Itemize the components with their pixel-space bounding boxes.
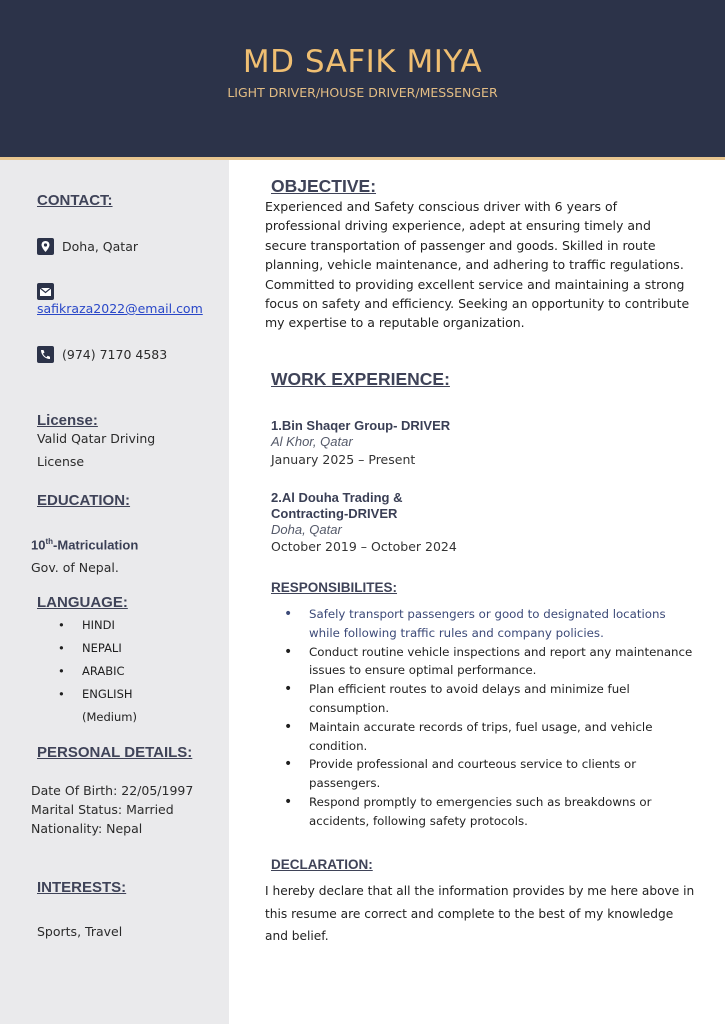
- responsibilities-list: [284, 605, 699, 831]
- contact-email-link[interactable]: safikraza2022@email.com: [37, 301, 203, 316]
- language-item: • ARABIC: [60, 664, 125, 678]
- education-heading: EDUCATION:: [37, 492, 131, 509]
- interests-heading: INTERESTS:: [37, 879, 127, 896]
- job-dates: January 2025 – Present: [271, 452, 416, 467]
- license-line-1: Valid Qatar Driving: [37, 431, 156, 446]
- interests-value: Sports, Travel: [37, 924, 123, 939]
- license-heading: License:: [37, 412, 98, 429]
- envelope-icon: [37, 283, 54, 300]
- declaration-heading: DECLARATION:: [271, 857, 373, 872]
- map-pin-icon: [37, 238, 54, 255]
- job-title: 1.Bin Shaqer Group- DRIVER: [271, 418, 451, 433]
- language-item: • ENGLISH: [60, 687, 133, 701]
- language-level: (Medium): [82, 710, 137, 724]
- job-title-continued: Contracting-DRIVER: [271, 506, 398, 521]
- job-title: 2.Al Douha Trading &: [271, 490, 403, 505]
- list-item: • Plan efficient routes to avoid delays and minimize fuel consumption.: [284, 680, 699, 718]
- list-item: • Maintain accurate records of trips, fuel usage, and vehicle condition.: [284, 718, 699, 756]
- personal-details-heading: PERSONAL DETAILS:: [37, 744, 193, 761]
- list-item: • Safely transport passengers or good to designated locations while following traffic rules and company policies.: [284, 605, 699, 643]
- work-experience-heading: WORK EXPERIENCE:: [271, 369, 450, 389]
- objective-heading: OBJECTIVE:: [271, 176, 377, 196]
- responsibilities-heading: RESPONSIBILITES:: [271, 580, 398, 595]
- contact-heading: CONTACT:: [37, 192, 113, 209]
- language-item: • HINDI: [60, 618, 115, 632]
- language-item: • NEPALI: [60, 641, 122, 655]
- education-degree: 10th-Matriculation: [31, 537, 139, 553]
- candidate-name: MD SAFIK MIYA: [242, 44, 483, 80]
- declaration-text: I hereby declare that all the information provides by me here above in this resume are correct and complete to the best of my knowledge and belief.: [265, 884, 695, 943]
- license-line-2: License: [37, 454, 85, 469]
- list-item: • Provide professional and courteous service to clients or passengers.: [284, 755, 699, 793]
- job-location: Doha, Qatar: [271, 522, 342, 537]
- list-item: • Respond promptly to emergencies such as breakdowns or accidents, following safety protocols.: [284, 793, 699, 831]
- job-location: Al Khor, Qatar: [271, 434, 353, 449]
- job-dates: October 2019 – October 2024: [271, 539, 457, 554]
- personal-nationality: Nationality: Nepal: [31, 821, 143, 836]
- list-item: • Conduct routine vehicle inspections and report any maintenance issues to ensure optimal performance.: [284, 643, 699, 681]
- objective-text: Experienced and Safety conscious driver with 6 years of professional driving experience, adept at ensuring timely and secure transportation of passenger and goods. Skilled in route planning, vehicle maintenance, and adhering to traffic regulations. Committed to providing excellent service and maintaining a strong focus on safety and efficiency. Seeking an opportunity to contribute my expertise to a reputable organization.: [265, 199, 690, 331]
- education-board: Gov. of Nepal.: [31, 560, 119, 575]
- language-heading: LANGUAGE:: [37, 594, 128, 611]
- phone-icon: [37, 346, 54, 363]
- personal-marital: Marital Status: Married: [31, 802, 174, 817]
- contact-phone: (974) 7170 4583: [62, 347, 168, 362]
- personal-dob: Date Of Birth: 22/05/1997: [31, 783, 194, 798]
- candidate-role: LIGHT DRIVER/HOUSE DRIVER/MESSENGER: [227, 85, 498, 100]
- contact-location: Doha, Qatar: [62, 239, 139, 254]
